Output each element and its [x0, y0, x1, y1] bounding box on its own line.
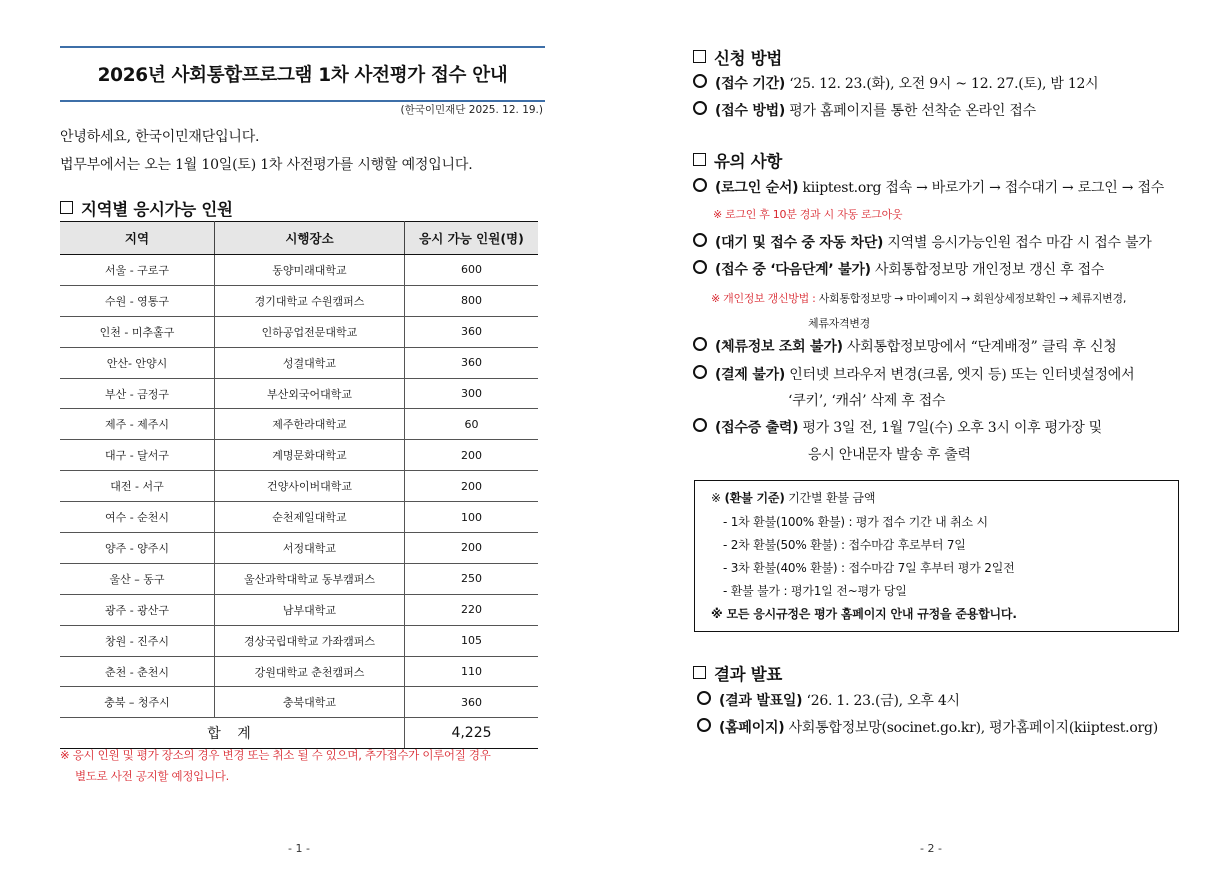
- table-row: [60, 409, 538, 440]
- table-row: [60, 625, 538, 656]
- table-row: [60, 533, 538, 564]
- square-bullet-icon: [693, 153, 706, 166]
- square-bullet-icon: [60, 201, 73, 214]
- cell-capacity: 220: [405, 594, 539, 625]
- cell-capacity: 100: [405, 502, 539, 533]
- cell-region: 인천 - 미추홀구: [60, 316, 215, 347]
- cell-venue: 서정대학교: [215, 533, 405, 564]
- table-row: [60, 440, 538, 471]
- cell-capacity: 250: [405, 563, 539, 594]
- table-total-row: [60, 718, 538, 749]
- note-text: 사회통합정보망 → 마이페이지 → 회원상세정보확인 → 체류지변경,: [818, 292, 1127, 305]
- page-number-2: - 2 -: [920, 842, 942, 855]
- cell-venue: 충북대학교: [215, 687, 405, 718]
- item-value: 사회통합정보망 개인정보 갱신 후 접수: [874, 262, 1105, 278]
- cell-region: 울산 – 동구: [60, 563, 215, 594]
- circle-bullet-icon: [693, 260, 707, 274]
- square-bullet-icon: [693, 666, 706, 679]
- total-label: 합 계: [60, 718, 405, 749]
- table-row: [60, 316, 538, 347]
- circle-bullet-icon: [693, 101, 707, 115]
- col-header-venue: 시행장소: [215, 222, 405, 255]
- cell-venue: 건양사이버대학교: [215, 471, 405, 502]
- circle-bullet-icon: [697, 718, 711, 732]
- cell-region: 창원 - 진주시: [60, 625, 215, 656]
- item-value: ‘26. 1. 23.(금), 오후 4시: [806, 693, 960, 709]
- item-label: (결제 불가): [715, 367, 786, 383]
- next-step-note: [711, 290, 1126, 306]
- item-label: (로그인 순서): [715, 180, 799, 196]
- item-label: (접수 중 ‘다음단계’ 불가): [715, 262, 871, 278]
- greeting-line-2: 법무부에서는 오는 1월 10일(토) 1차 사전평가를 시행할 예정입니다.: [60, 157, 473, 173]
- table-note-line-1: ※ 응시 인원 및 평가 장소의 경우 변경 또는 취소 될 수 있으며, 추가접수가 이루어질 경우: [60, 748, 491, 762]
- col-header-capacity: 응시 가능 인원(명): [405, 222, 539, 255]
- cell-region: 부산 - 금정구: [60, 378, 215, 409]
- greeting-line-1: 안녕하세요, 한국이민재단입니다.: [60, 129, 260, 145]
- cell-capacity: 60: [405, 409, 539, 440]
- title-box: [60, 46, 545, 102]
- item-label: (대기 및 접수 중 자동 차단): [715, 235, 884, 251]
- total-value: 4,225: [405, 718, 539, 749]
- cell-venue: 부산외국어대학교: [215, 378, 405, 409]
- cell-capacity: 800: [405, 285, 539, 316]
- cell-capacity: 360: [405, 347, 539, 378]
- refund-footer: ※ 모든 응시규정은 평가 홈페이지 안내 규정을 준용합니다.: [711, 607, 1017, 621]
- cell-region: 광주 - 광산구: [60, 594, 215, 625]
- circle-bullet-icon: [693, 178, 707, 192]
- table-row: [60, 347, 538, 378]
- circle-bullet-icon: [697, 691, 711, 705]
- item-label: (결과 발표일): [719, 693, 803, 709]
- item-value: 인터넷 브라우저 변경(크롬, 엣지 등) 또는 인터넷설정에서: [789, 367, 1135, 383]
- table-row: [60, 285, 538, 316]
- table-row: [60, 378, 538, 409]
- result-date: [697, 690, 960, 710]
- section-heading-apply: [693, 45, 782, 69]
- table-row: [60, 255, 538, 286]
- refund-heading: [711, 489, 875, 506]
- apply-method: [693, 100, 1036, 120]
- item-label: (접수 방법): [715, 103, 786, 119]
- cell-venue: 동양미래대학교: [215, 255, 405, 286]
- page-title: 2026년 사회통합프로그램 1차 사전평가 접수 안내: [97, 65, 508, 86]
- payment-line-2: ‘쿠키’, ‘캐쉬’ 삭제 후 접수: [788, 393, 946, 409]
- login-note: ※ 로그인 후 10분 경과 시 자동 로그아웃: [713, 208, 903, 221]
- table-note-line-2: 별도로 사전 공지할 예정입니다.: [75, 769, 229, 783]
- col-header-region: 지역: [60, 222, 215, 255]
- section-title: 유의 사항: [714, 152, 783, 171]
- item-value: 사회통합정보망에서 “단계배정” 클릭 후 신청: [846, 339, 1117, 355]
- section-heading-caution: [693, 148, 782, 172]
- cell-capacity: 200: [405, 533, 539, 564]
- refund-policy-box: [694, 480, 1179, 632]
- cell-venue: 계명문화대학교: [215, 440, 405, 471]
- table-row: [60, 563, 538, 594]
- caution-block: [693, 232, 1152, 252]
- item-value: 평가 홈페이지를 통한 선착순 온라인 접수: [789, 103, 1036, 119]
- circle-bullet-icon: [693, 233, 707, 247]
- cell-venue: 울산과학대학교 동부캠퍼스: [215, 563, 405, 594]
- item-value: 평가 3일 전, 1월 7일(수) 오후 3시 이후 평가장 및: [802, 420, 1102, 436]
- capacity-table: [60, 221, 538, 749]
- circle-bullet-icon: [693, 365, 707, 379]
- next-step-note-2: 체류자격변경: [808, 317, 870, 330]
- caution-login: [693, 177, 1164, 197]
- item-label: (체류정보 조회 불가): [715, 339, 843, 355]
- refund-line-4: - 환불 불가 : 평가1일 전~평가 당일: [723, 584, 907, 598]
- refund-line-2: - 2차 환불(50% 환불) : 접수마감 후로부터 7일: [723, 538, 966, 552]
- cell-capacity: 200: [405, 471, 539, 502]
- refund-heading-bold: (환불 기준): [724, 491, 785, 505]
- cell-venue: 인하공업전문대학교: [215, 316, 405, 347]
- item-label: (홈페이지): [719, 720, 785, 736]
- cell-venue: 순천제일대학교: [215, 502, 405, 533]
- table-row: [60, 656, 538, 687]
- cell-capacity: 110: [405, 656, 539, 687]
- cell-venue: 제주한라대학교: [215, 409, 405, 440]
- section-heading-capacity: [60, 196, 233, 220]
- caution-stay-info: [693, 336, 1117, 356]
- cell-capacity: 300: [405, 378, 539, 409]
- table-row: [60, 687, 538, 718]
- cell-region: 서울 - 구로구: [60, 255, 215, 286]
- cell-region: 춘천 - 춘천시: [60, 656, 215, 687]
- item-value: kiiptest.org 접속 → 바로가기 → 접수대기 → 로그인 → 접수: [802, 180, 1164, 196]
- page-number-1: - 1 -: [288, 842, 310, 855]
- refund-line-1: - 1차 환불(100% 환불) : 평가 접수 기간 내 취소 시: [723, 515, 988, 529]
- table-body: [60, 255, 538, 718]
- caution-print: [693, 417, 1102, 437]
- circle-bullet-icon: [693, 337, 707, 351]
- cell-capacity: 600: [405, 255, 539, 286]
- apply-period: [693, 73, 1098, 93]
- note-mark: ※ 개인정보 갱신방법 :: [711, 292, 816, 305]
- cell-venue: 경상국립대학교 가좌캠퍼스: [215, 625, 405, 656]
- table-row: [60, 594, 538, 625]
- cell-capacity: 360: [405, 687, 539, 718]
- item-value: 지역별 응시가능인원 접수 마감 시 접수 불가: [887, 235, 1152, 251]
- square-bullet-icon: [693, 50, 706, 63]
- section-heading-result: [693, 661, 782, 685]
- section-title: 지역별 응시가능 인원: [81, 200, 233, 219]
- circle-bullet-icon: [693, 418, 707, 432]
- cell-region: 대전 - 서구: [60, 471, 215, 502]
- circle-bullet-icon: [693, 74, 707, 88]
- item-value: ‘25. 12. 23.(화), 오전 9시 ~ 12. 27.(토), 밤 12시: [789, 76, 1099, 92]
- cell-capacity: 200: [405, 440, 539, 471]
- result-homepage: [697, 717, 1158, 737]
- cell-capacity: 360: [405, 316, 539, 347]
- cell-region: 여수 - 순천시: [60, 502, 215, 533]
- cell-region: 충북 – 청주시: [60, 687, 215, 718]
- section-title: 결과 발표: [714, 665, 783, 684]
- cell-venue: 경기대학교 수원캠퍼스: [215, 285, 405, 316]
- table-row: [60, 471, 538, 502]
- cell-venue: 강원대학교 춘천캠퍼스: [215, 656, 405, 687]
- refund-heading-text: 기간별 환불 금액: [788, 491, 876, 505]
- section-title: 신청 방법: [714, 49, 783, 68]
- item-label: (접수증 출력): [715, 420, 799, 436]
- table-row: [60, 502, 538, 533]
- cell-capacity: 105: [405, 625, 539, 656]
- cell-region: 제주 - 제주시: [60, 409, 215, 440]
- refund-line-3: - 3차 환불(40% 환불) : 접수마감 7일 후부터 평가 2일전: [723, 561, 1015, 575]
- issuer-date: (한국이민재단 2025. 12. 19.): [400, 104, 543, 116]
- cell-region: 수원 - 영통구: [60, 285, 215, 316]
- caution-next-step: [693, 259, 1104, 279]
- table-header-row: [60, 222, 538, 255]
- cell-venue: 남부대학교: [215, 594, 405, 625]
- cell-region: 대구 - 달서구: [60, 440, 215, 471]
- item-label: (접수 기간): [715, 76, 786, 92]
- cell-venue: 성결대학교: [215, 347, 405, 378]
- cell-region: 안산- 안양시: [60, 347, 215, 378]
- item-value: 사회통합정보망(socinet.go.kr), 평가홈페이지(kiiptest.org): [788, 720, 1158, 736]
- caution-payment: [693, 364, 1134, 384]
- note-mark: ※: [711, 491, 721, 505]
- cell-region: 양주 - 양주시: [60, 533, 215, 564]
- print-line-2: 응시 안내문자 발송 후 출력: [808, 447, 971, 463]
